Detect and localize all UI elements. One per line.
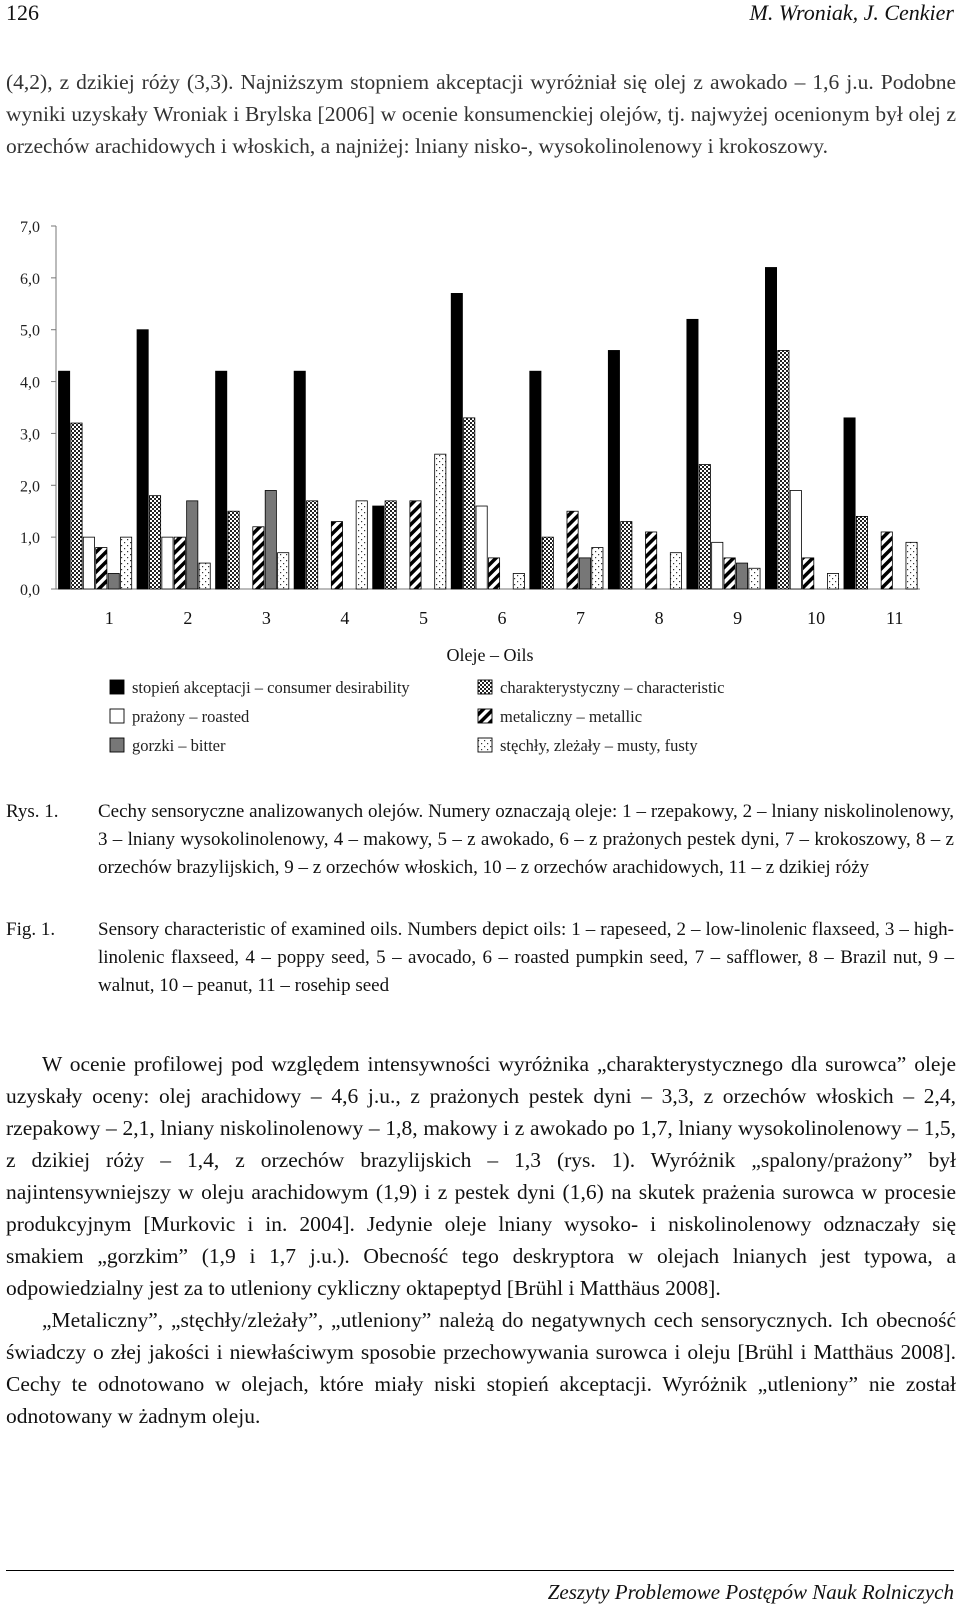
- caption-label-en: Fig. 1.: [6, 919, 56, 940]
- x-tick-label: 9: [733, 608, 743, 628]
- bar-oil-3-series-6: [278, 553, 289, 589]
- bar-oil-10-series-2: [778, 350, 789, 589]
- y-tick-label: 0,0: [20, 582, 40, 599]
- bar-oil-3-series-1: [216, 371, 227, 589]
- x-tick-label: 7: [576, 608, 586, 628]
- running-header-authors: M. Wroniak, J. Cenkier: [749, 0, 954, 25]
- legend-label: charakterystyczny – characteristic: [500, 678, 725, 697]
- bar-oil-3-series-2: [228, 511, 239, 589]
- y-tick-label: 2,0: [20, 478, 40, 496]
- footer-rule: [6, 1570, 954, 1571]
- legend-label: prażony – roasted: [132, 707, 250, 726]
- legend-swatch: [478, 709, 492, 723]
- intro-text: [6, 66, 956, 162]
- legend-label: metaliczny – metallic: [500, 707, 643, 726]
- bar-oil-2-series-2: [149, 496, 160, 589]
- legend-swatch: [110, 738, 124, 752]
- x-axis-label: Oleje – Oils: [446, 645, 534, 665]
- bar-oil-9-series-4: [724, 558, 735, 589]
- y-tick-label: 7,0: [20, 220, 40, 236]
- figure-caption-polish: [6, 798, 956, 908]
- bar-oil-7-series-4: [567, 511, 578, 589]
- bar-oil-1-series-2: [71, 423, 82, 589]
- legend-label: gorzki – bitter: [132, 736, 226, 755]
- bar-oil-11-series-2: [856, 516, 867, 589]
- bar-oil-10-series-1: [765, 267, 776, 589]
- bar-oil-5-series-6: [435, 454, 446, 589]
- bar-oil-1-series-1: [59, 371, 70, 589]
- bar-oil-10-series-4: [803, 558, 814, 589]
- y-tick-label: 6,0: [20, 270, 40, 288]
- bar-oil-4-series-2: [307, 501, 318, 589]
- intro-paragraph: (4,2), z dzikiej róży (3,3). Najniższym stopniem akceptacji wyróżniał się olej z awokado – 1,6 j.u. Podobne wyniki uzyskały Wroniak i Brylska [2006] w ocenie konsumenckiej olejów, tj. najwyżej ocenionym był olej z orzechów arachidowych i włoskich, a najniżej: lniany nisko-, wysokolinolenowy i krokoszowy.: [6, 70, 956, 158]
- bar-oil-9-series-3: [712, 542, 723, 589]
- sensory-bar-chart: [0, 220, 960, 780]
- bar-oil-9-series-5: [736, 563, 747, 589]
- bar-oil-10-series-3: [790, 490, 801, 589]
- x-tick-label: 1: [104, 608, 114, 628]
- y-tick-label: 1,0: [20, 530, 40, 548]
- x-tick-label: 11: [886, 608, 904, 628]
- legend-label: stęchły, zleżały – musty, fusty: [500, 736, 698, 755]
- bar-oil-4-series-4: [331, 522, 342, 589]
- legend-swatch: [478, 680, 492, 694]
- bar-oil-1-series-6: [121, 537, 132, 589]
- bar-oil-3-series-4: [253, 527, 264, 589]
- bar-oil-6-series-4: [488, 558, 499, 589]
- bar-oil-5-series-1: [373, 506, 384, 589]
- caption-text-pl: Cechy sensoryczne analizowanych olejów. Numery oznaczają oleje: 1 – rzepakowy, 2 – lniany niskolinolenowy, 3 – lniany wysokolinolenowy, 4 – makowy, 5 – z awokado, 6 – z prażonych pestek dyni, 7 – krokoszowy, 8 – z orzechów brazylijskich, 9 – z orzechów włoskich, 10 – z orzechów arachidowych, 11 – z dzikiej róży: [98, 801, 954, 878]
- caption-text-en: Sensory characteristic of examined oils. Numbers depict oils: 1 – rapeseed, 2 – low-linolenic flaxseed, 3 – high-linolenic flaxseed, 4 – poppy seed, 5 – avocado, 6 – roasted pumpkin seed, 7 – safflower, 8 – Brazil nut, 9 – walnut, 10 – peanut, 11 – rosehip seed: [98, 919, 954, 996]
- bar-oil-7-series-5: [579, 558, 590, 589]
- bar-oil-1-series-3: [83, 537, 94, 589]
- x-tick-label: 5: [418, 608, 428, 628]
- x-tick-label: 6: [497, 608, 507, 628]
- bar-oil-2-series-6: [199, 563, 210, 589]
- bar-oil-6-series-3: [476, 506, 487, 589]
- body-paragraph-2: „Metaliczny”, „stęchły/zleżały”, „utleniony” należą do negatywnych cech sensorycznych. Ich obecność świadczy o złej jakości i niewłaściwym sposobie przechowywania surowca i oleju [Brühl i Matthäus 2008]. Cechy te odnotowano w olejach, które miały niski stopień akceptacji. Wyróżnik „utleniony” nie został odnotowany w żadnym oleju.: [6, 1308, 956, 1428]
- bar-oil-5-series-4: [410, 501, 421, 589]
- bar-oil-7-series-2: [542, 537, 553, 589]
- bar-oil-8-series-6: [670, 553, 681, 589]
- caption-label-pl: Rys. 1.: [6, 801, 59, 822]
- bar-oil-9-series-6: [749, 568, 760, 589]
- y-tick-label: 3,0: [20, 426, 40, 444]
- bar-oil-1-series-5: [108, 573, 119, 589]
- x-axis-ticks: [105, 608, 904, 628]
- y-tick-label: 5,0: [20, 322, 40, 340]
- legend: [110, 678, 724, 755]
- bar-oil-2-series-4: [174, 537, 185, 589]
- bar-oil-2-series-5: [187, 501, 198, 589]
- bar-oil-6-series-1: [451, 293, 462, 589]
- legend-swatch: [110, 709, 124, 723]
- bar-oil-10-series-6: [827, 573, 838, 589]
- bar-oil-9-series-1: [687, 319, 698, 589]
- legend-label: stopień akceptacji – consumer desirability: [132, 678, 410, 697]
- bar-oil-7-series-1: [530, 371, 541, 589]
- bar-oil-6-series-6: [513, 573, 524, 589]
- bar-oil-9-series-2: [699, 465, 710, 589]
- x-tick-label: 10: [807, 608, 826, 628]
- bar-oil-11-series-6: [906, 542, 917, 589]
- bar-oil-4-series-6: [356, 501, 367, 589]
- legend-swatch: [110, 680, 124, 694]
- bar-oil-7-series-6: [592, 548, 603, 589]
- bar-oil-11-series-4: [881, 532, 892, 589]
- bar-oil-11-series-1: [844, 418, 855, 589]
- bar-oil-2-series-3: [162, 537, 173, 589]
- y-axis-ticks: [20, 220, 56, 599]
- body-text: [6, 1048, 956, 1432]
- bar-oil-8-series-1: [608, 350, 619, 589]
- x-tick-label: 8: [654, 608, 664, 628]
- x-tick-label: 2: [183, 608, 193, 628]
- bar-oil-3-series-5: [265, 490, 276, 589]
- bar-oil-2-series-1: [137, 330, 148, 589]
- x-tick-label: 3: [261, 608, 271, 628]
- page-number: 126: [6, 0, 39, 25]
- journal-footer: Zeszyty Problemowe Postępów Nauk Rolniczych: [547, 1580, 954, 1604]
- legend-swatch: [478, 738, 492, 752]
- body-paragraph-1: W ocenie profilowej pod względem intensywności wyróżnika „charakterystycznego dla surowca” oleje uzyskały oceny: olej arachidowy – 4,6 j.u., z prażonych pestek dyni – 3,3, z orzechów włoskich – 2,4, rzepakowy – 2,1, lniany niskolinolenowy – 1,8, makowy i z awokado po 1,7, lniany wysokolinolenowy – 1,5, z dzikiej róży – 1,4, z orzechów brazylijskich – 1,3 (rys. 1). Wyróżnik „spalony/prażony” był najintensywniejszy w oleju arachidowym (1,9) i z pestek dyni (1,6) na skutek prażenia surowca w procesie produkcyjnym [Murkovic i in. 2004]. Jedynie oleje lniany wysoko- i niskolinolenowy odznaczały się smakiem „gorzkim” (1,9 i 1,7 j.u.). Obecność tego deskryptora w olejach lnianych jest typowa, a odpowiedzialny jest za to utleniony cykliczny oktapeptyd [Brühl i Matthäus 2008].: [6, 1052, 956, 1300]
- bar-oil-8-series-4: [646, 532, 657, 589]
- bar-oil-5-series-2: [385, 501, 396, 589]
- figure-caption-english: [6, 916, 956, 1006]
- bar-oil-1-series-4: [96, 548, 107, 589]
- bar-oil-8-series-2: [621, 522, 632, 589]
- x-tick-label: 4: [340, 608, 350, 628]
- bars: [59, 267, 918, 589]
- bar-oil-4-series-1: [294, 371, 305, 589]
- bar-oil-6-series-2: [464, 418, 475, 589]
- y-tick-label: 4,0: [20, 374, 40, 392]
